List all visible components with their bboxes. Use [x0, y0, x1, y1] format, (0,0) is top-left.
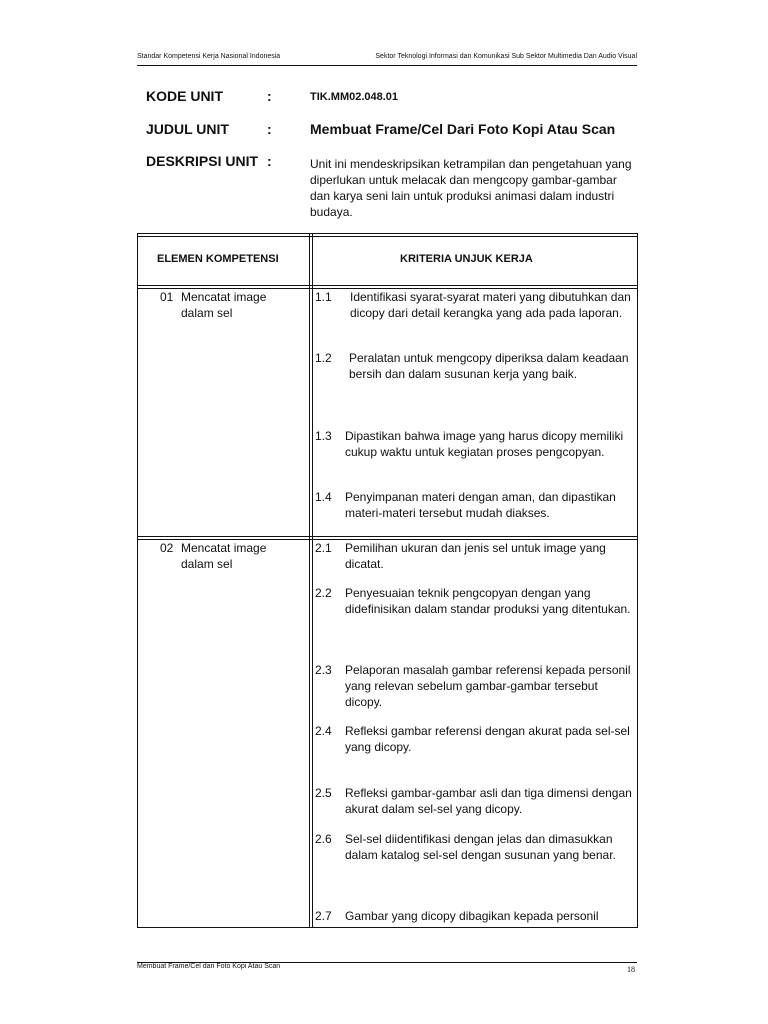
- criterion-number: 2.1: [315, 541, 332, 555]
- criterion-text: Penyesuaian teknik pengcopyan dengan yang didefinisikan dalam standar produksi yang ditentukan.: [345, 586, 631, 616]
- judul-unit-value: Membuat Frame/Cel Dari Foto Kopi Atau Scan: [310, 121, 616, 137]
- criterion-text: Pemilihan ukuran dan jenis sel untuk image yang dicatat.: [345, 541, 606, 571]
- criterion-number: 1.2: [315, 351, 332, 365]
- criterion-text: Dipastikan bahwa image yang harus dicopy memiliki cukup waktu untuk kegiatan proses pengcopyan.: [345, 429, 624, 459]
- judul-unit-label: JUDUL UNIT: [146, 121, 229, 137]
- criterion-text: Refleksi gambar-gambar asli dan tiga dimensi dengan akurat dalam sel-sel yang dicopy.: [345, 786, 632, 816]
- criterion-number: 2.4: [315, 724, 332, 738]
- table-row-element-02: [160, 540, 267, 571]
- column-header-elemen: ELEMEN KOMPETENSI: [157, 253, 279, 265]
- criterion-text: Sel-sel diidentifikasi dengan jelas dan dimasukkan dalam katalog sel-sel dengan susunan yang benar.: [345, 832, 616, 862]
- kode-unit-colon: :: [267, 88, 272, 104]
- table-column-divider: [309, 233, 310, 928]
- table-row-rule: [137, 536, 638, 537]
- element-number: 01: [160, 290, 174, 304]
- criterion-number: 2.7: [315, 909, 332, 923]
- criterion-number: 1.3: [315, 429, 332, 443]
- criterion-text: Penyimpanan materi dengan aman, dan dipastikan materi-materi tersebut mudah diakses.: [345, 490, 616, 520]
- column-header-kriteria: KRITERIA UNJUK KERJA: [400, 253, 533, 265]
- criterion-number: 2.3: [315, 663, 332, 677]
- criterion-number: 2.6: [315, 832, 332, 846]
- criterion-number: 2.2: [315, 586, 332, 600]
- criterion-number: 1.1: [315, 290, 332, 304]
- criterion-number: 2.5: [315, 786, 332, 800]
- judul-unit-colon: :: [267, 121, 272, 137]
- running-header-left: Standar Kompetensi Kerja Nasional Indonesia: [137, 53, 281, 60]
- page-number: 18: [627, 965, 635, 974]
- table-header-rule: [137, 285, 638, 286]
- deskripsi-unit-colon: :: [267, 153, 272, 169]
- deskripsi-unit-value: Unit ini mendeskripsikan ketrampilan dan pengetahuan yang diperlukan untuk melacak dan mengcopy gambar-gambar dan karya seni lain untuk produksi animasi dalam industri budaya.: [310, 157, 632, 219]
- criterion-number: 1.4: [315, 490, 332, 504]
- element-number: 02: [160, 541, 174, 555]
- running-header-right: Sektor Teknologi Informasi dan Komunikasi Sub Sektor Multimedia Dan Audio Visual: [375, 53, 637, 60]
- criterion-text: Peralatan untuk mengcopy diperiksa dalam keadaan bersih dan dalam susunan kerja yang baik.: [349, 351, 629, 381]
- criterion-text: Gambar yang dicopy dibagikan kepada personil: [345, 909, 599, 923]
- competency-table: [137, 233, 638, 928]
- element-name: Mencatat image dalam sel: [181, 290, 267, 320]
- kode-unit-value: TIK.MM02.048.01: [310, 91, 399, 103]
- table-column-divider-inner: [312, 233, 313, 928]
- criterion-text: Refleksi gambar referensi dengan akurat pada sel-sel yang dicopy.: [345, 724, 630, 754]
- element-name: Mencatat image dalam sel: [181, 541, 267, 571]
- table-double-top-rule: [137, 236, 638, 237]
- kode-unit-label: KODE UNIT: [146, 88, 223, 104]
- table-row-element-01: [160, 289, 267, 320]
- deskripsi-unit-label: DESKRIPSI UNIT: [146, 153, 259, 169]
- header-divider: [137, 65, 637, 66]
- criterion-text: Pelaporan masalah gambar referensi kepada personil yang relevan sebelum gambar-gambar tersebut dicopy.: [345, 663, 631, 709]
- criterion-text: Identifikasi syarat-syarat materi yang dibutuhkan dan dicopy dari detail kerangka yang ada pada laporan.: [350, 290, 631, 320]
- running-footer-title: Membuat Frame/Cel dari Foto Kopi Atau Scan: [137, 963, 281, 970]
